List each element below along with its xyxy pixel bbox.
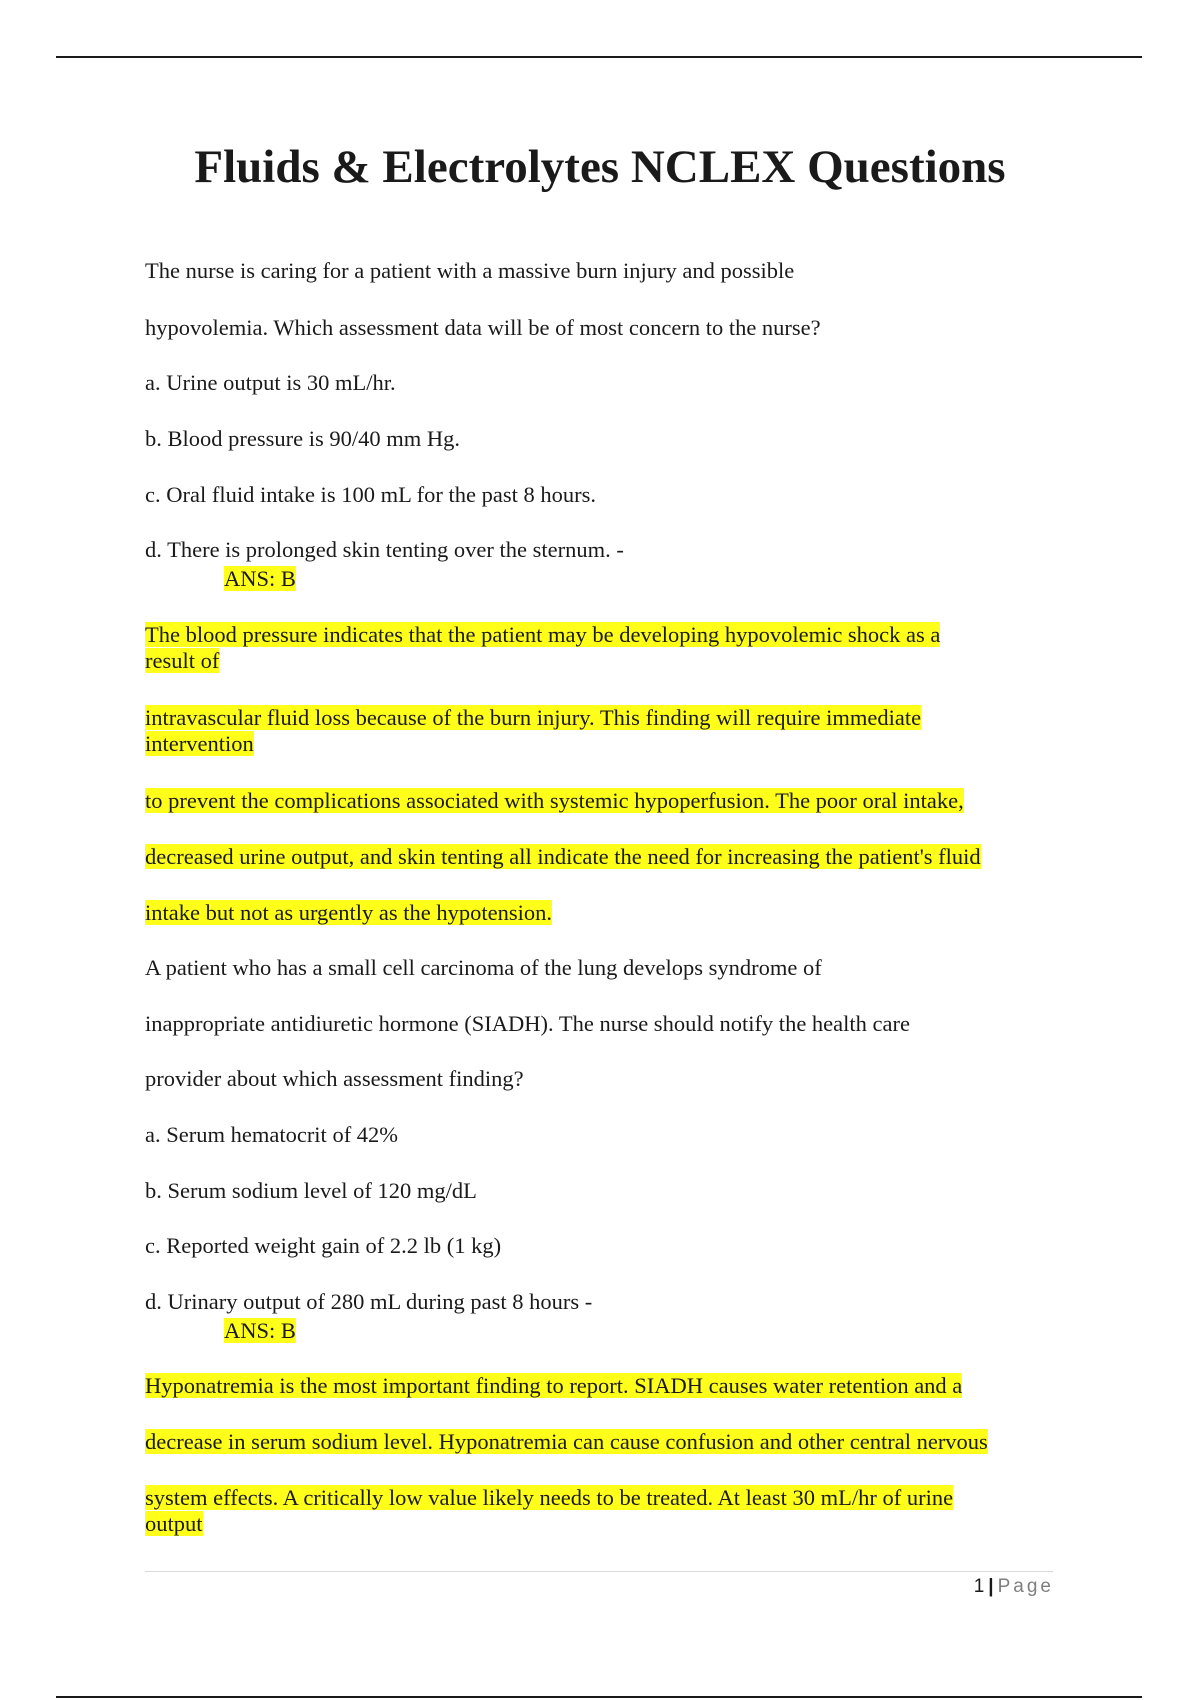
rationale-line	[145, 844, 981, 870]
rationale-text: decrease in serum sodium level. Hyponatremia can cause confusion and other central nervous	[145, 1429, 988, 1454]
answer-key-text: ANS: B	[224, 1318, 296, 1343]
footer-separator: |	[988, 1576, 994, 1597]
bottom-rule	[56, 1696, 1142, 1698]
page-number: 1	[973, 1576, 985, 1597]
rationale-line	[145, 731, 254, 757]
rationale-text: intravascular fluid loss because of the burn injury. This finding will require immediate	[145, 705, 922, 730]
answer-option-a: a. Serum hematocrit of 42%	[145, 1122, 399, 1147]
rationale-text: result of	[145, 648, 220, 673]
rationale-text: The blood pressure indicates that the patient may be developing hypovolemic shock as a	[145, 622, 941, 647]
rationale-text: decreased urine output, and skin tenting all indicate the need for increasing the patient's fluid	[145, 844, 981, 869]
rationale-line	[145, 1511, 203, 1537]
rationale-line	[145, 1429, 988, 1455]
answer-key	[224, 566, 296, 592]
rationale-text: system effects. A critically low value likely needs to be treated. At least 30 mL/hr of urine	[145, 1485, 954, 1510]
rationale-text: intervention	[145, 731, 254, 756]
answer-key-text: ANS: B	[224, 566, 296, 591]
answer-option-b: b. Blood pressure is 90/40 mm Hg.	[145, 426, 460, 451]
header-rule	[56, 56, 1142, 58]
page-footer	[974, 1576, 1054, 1598]
page-label: Page	[997, 1576, 1054, 1597]
answer-option-d: d. Urinary output of 280 mL during past 8 hours -	[145, 1289, 593, 1314]
answer-option-c: c. Reported weight gain of 2.2 lb (1 kg)	[145, 1233, 502, 1258]
question-stem-line: inappropriate antidiuretic hormone (SIADH). The nurse should notify the health care	[145, 1011, 910, 1036]
question-stem-line: provider about which assessment finding?	[145, 1066, 524, 1091]
question-stem-line: The nurse is caring for a patient with a massive burn injury and possible	[145, 258, 795, 283]
question-stem-line: hypovolemia. Which assessment data will be of most concern to the nurse?	[145, 315, 821, 340]
answer-key	[224, 1318, 296, 1344]
rationale-text: Hyponatremia is the most important finding to report. SIADH causes water retention and a	[145, 1373, 963, 1398]
rationale-text: output	[145, 1511, 203, 1536]
rationale-line	[145, 1373, 962, 1399]
rationale-text: intake but not as urgently as the hypotension.	[145, 900, 553, 925]
answer-option-b: b. Serum sodium level of 120 mg/dL	[145, 1178, 477, 1203]
answer-option-d: d. There is prolonged skin tenting over the sternum. -	[145, 537, 624, 562]
document-title: Fluids & Electrolytes NCLEX Questions	[194, 141, 1006, 193]
rationale-line	[145, 1485, 953, 1511]
rationale-line	[145, 788, 964, 814]
rationale-line	[145, 705, 921, 731]
question-stem-line: A patient who has a small cell carcinoma of the lung develops syndrome of	[145, 955, 822, 980]
rationale-line	[145, 900, 552, 926]
rationale-line	[145, 648, 219, 674]
answer-option-c: c. Oral fluid intake is 100 mL for the past 8 hours.	[145, 482, 596, 507]
rationale-line	[145, 622, 940, 648]
rationale-text: to prevent the complications associated with systemic hypoperfusion. The poor oral intake,	[145, 788, 964, 813]
footer-rule	[145, 1571, 1053, 1572]
answer-option-a: a. Urine output is 30 mL/hr.	[145, 370, 396, 395]
